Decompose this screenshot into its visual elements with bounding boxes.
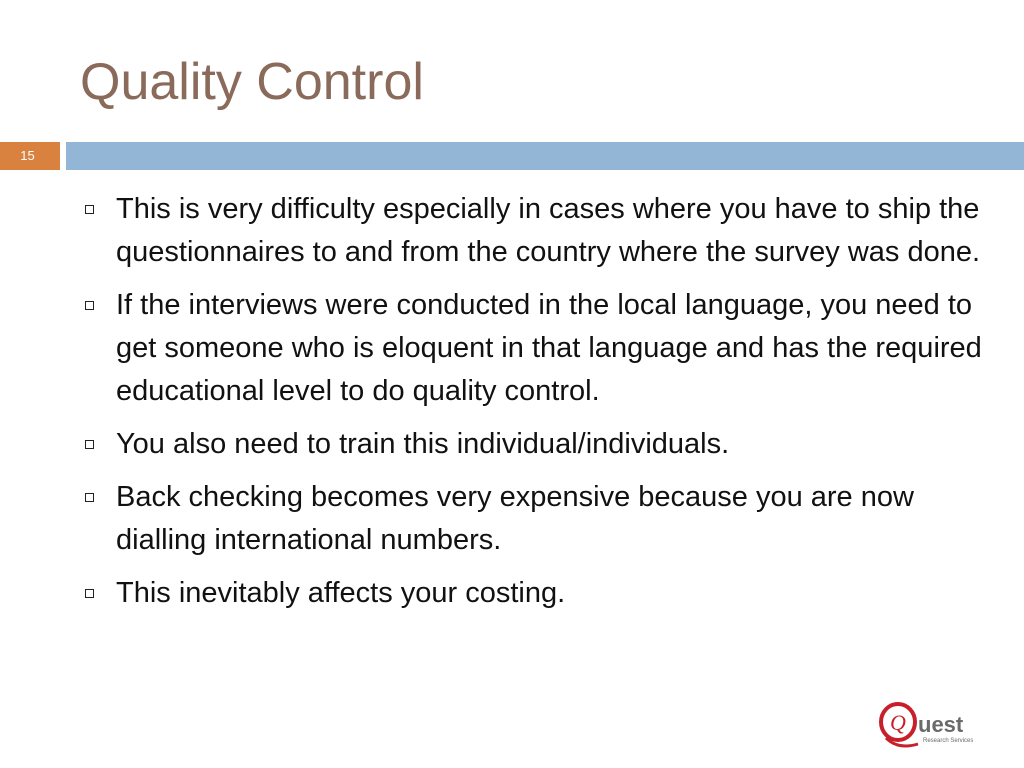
- title-rule-bar: [66, 142, 1024, 170]
- square-bullet-icon: [85, 440, 94, 449]
- square-bullet-icon: [85, 205, 94, 214]
- bullet-item: [84, 423, 984, 466]
- quest-logo-icon: [878, 700, 982, 752]
- bullet-item: [84, 284, 984, 413]
- bullet-text: Back checking becomes very expensive because you are now dialling international numbers.: [116, 481, 914, 556]
- logo-subtitle: Research Services: [923, 738, 974, 744]
- bullet-text: If the interviews were conducted in the local language, you need to get someone who is eloquent in that language and has the required educational level to do quality control.: [116, 289, 982, 407]
- bullet-text: This inevitably affects your costing.: [116, 577, 566, 609]
- bullet-list: [84, 188, 984, 625]
- logo-initial: Q: [890, 710, 906, 735]
- bullet-item: [84, 476, 984, 562]
- slide-number: 15: [20, 148, 35, 163]
- square-bullet-icon: [85, 493, 94, 502]
- square-bullet-icon: [85, 589, 94, 598]
- logo-wordmark: uest: [918, 712, 964, 737]
- bullet-text: This is very difficulty especially in cases where you have to ship the questionnaires to and from the country where the survey was done.: [116, 193, 981, 268]
- bullet-text: You also need to train this individual/individuals.: [116, 428, 730, 460]
- slide-title: Quality Control: [80, 53, 424, 111]
- square-bullet-icon: [85, 301, 94, 310]
- bullet-item: [84, 572, 984, 615]
- bullet-item: [84, 188, 984, 274]
